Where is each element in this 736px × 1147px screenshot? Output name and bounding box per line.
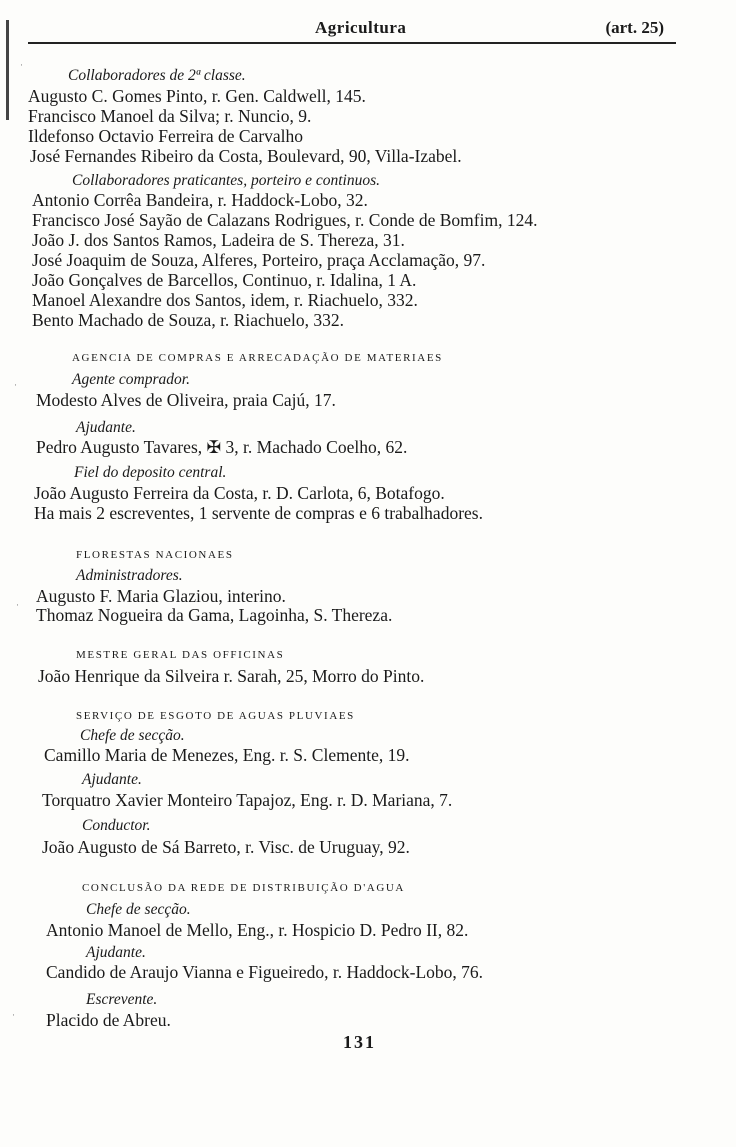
role-heading: Chefe de secção.	[86, 901, 191, 918]
directory-entry: João Augusto Ferreira da Costa, r. D. Carlota, 6, Botafogo.	[34, 483, 445, 503]
directory-entry: Candido de Araujo Vianna e Figueiredo, r. Haddock-Lobo, 76.	[46, 962, 484, 982]
directory-entry: Manoel Alexandre dos Santos, idem, r. Riachuelo, 332.	[32, 290, 418, 310]
role-heading: Ajudante.	[86, 944, 146, 961]
directory-entry: José Fernandes Ribeiro da Costa, Boulevard, 90, Villa-Izabel.	[30, 146, 462, 166]
running-title: Agricultura	[315, 18, 407, 37]
print-speck: ·	[16, 600, 19, 610]
role-heading: Agente comprador.	[72, 371, 190, 388]
directory-entry: Francisco Manoel da Silva; r. Nuncio, 9.	[28, 106, 312, 126]
role-heading: Collaboradores praticantes, porteiro e continuos.	[72, 172, 380, 189]
directory-entry: José Joaquim de Souza, Alferes, Porteiro, praça Acclamação, 97.	[32, 250, 486, 270]
section-heading: SERVIÇO DE ESGOTO DE AGUAS PLUVIAES	[76, 710, 355, 722]
section-heading: AGENCIA DE COMPRAS E ARRECADAÇÃO DE MATERIAES	[72, 352, 443, 364]
article-reference: (art. 25)	[605, 18, 664, 37]
directory-entry: Placido de Abreu.	[46, 1010, 171, 1030]
directory-entry: Antonio Corrêa Bandeira, r. Haddock-Lobo, 32.	[32, 190, 368, 210]
directory-entry: Pedro Augusto Tavares, ✠ 3, r. Machado Coelho, 62.	[36, 437, 408, 457]
print-speck: ·	[14, 380, 17, 390]
role-heading: Ajudante.	[82, 771, 142, 788]
role-heading: Ajudante.	[76, 419, 136, 436]
page-header	[28, 16, 676, 44]
directory-entry: João Henrique da Silveira r. Sarah, 25, Morro do Pinto.	[38, 666, 425, 686]
role-heading: Conductor.	[82, 817, 151, 834]
print-speck: ·	[12, 1010, 15, 1020]
page-number: 131	[343, 1032, 376, 1052]
directory-entry: Torquatro Xavier Monteiro Tapajoz, Eng. r. D. Mariana, 7.	[42, 790, 453, 810]
directory-entry: João Gonçalves de Barcellos, Continuo, r. Idalina, 1 A.	[32, 270, 417, 290]
binding-edge	[6, 20, 9, 120]
directory-entry: Antonio Manoel de Mello, Eng., r. Hospicio D. Pedro II, 82.	[46, 920, 469, 940]
section-heading: CONCLUSÃO DA REDE DE DISTRIBUIÇÃO D'AGUA	[82, 882, 405, 894]
directory-entry: Modesto Alves de Oliveira, praia Cajú, 17.	[36, 390, 336, 410]
role-heading: Escrevente.	[86, 991, 158, 1008]
section-heading: FLORESTAS NACIONAES	[76, 549, 234, 561]
directory-entry: João Augusto de Sá Barreto, r. Visc. de Uruguay, 92.	[42, 837, 410, 857]
role-heading: Collaboradores de 2ª classe.	[68, 67, 246, 84]
directory-entry: Ildefonso Octavio Ferreira de Carvalho	[28, 126, 304, 146]
directory-entry: Francisco José Sayão de Calazans Rodrigues, r. Conde de Bomfim, 124.	[32, 210, 538, 230]
print-speck: ·	[20, 60, 23, 70]
section-heading: MESTRE GERAL DAS OFFICINAS	[76, 649, 285, 661]
directory-entry: Ha mais 2 escreventes, 1 servente de compras e 6 trabalhadores.	[34, 503, 483, 523]
role-heading: Administradores.	[76, 567, 183, 584]
role-heading: Chefe de secção.	[80, 727, 185, 744]
directory-entry: Bento Machado de Souza, r. Riachuelo, 332.	[32, 310, 345, 330]
directory-entry: Thomaz Nogueira da Gama, Lagoinha, S. Thereza.	[36, 605, 393, 625]
directory-entry: João J. dos Santos Ramos, Ladeira de S. Thereza, 31.	[32, 230, 405, 250]
directory-entry: Camillo Maria de Menezes, Eng. r. S. Clemente, 19.	[44, 745, 410, 765]
role-heading: Fiel do deposito central.	[74, 464, 227, 481]
directory-entry: Augusto C. Gomes Pinto, r. Gen. Caldwell, 145.	[28, 86, 366, 106]
directory-entry: Augusto F. Maria Glaziou, interino.	[36, 586, 286, 606]
